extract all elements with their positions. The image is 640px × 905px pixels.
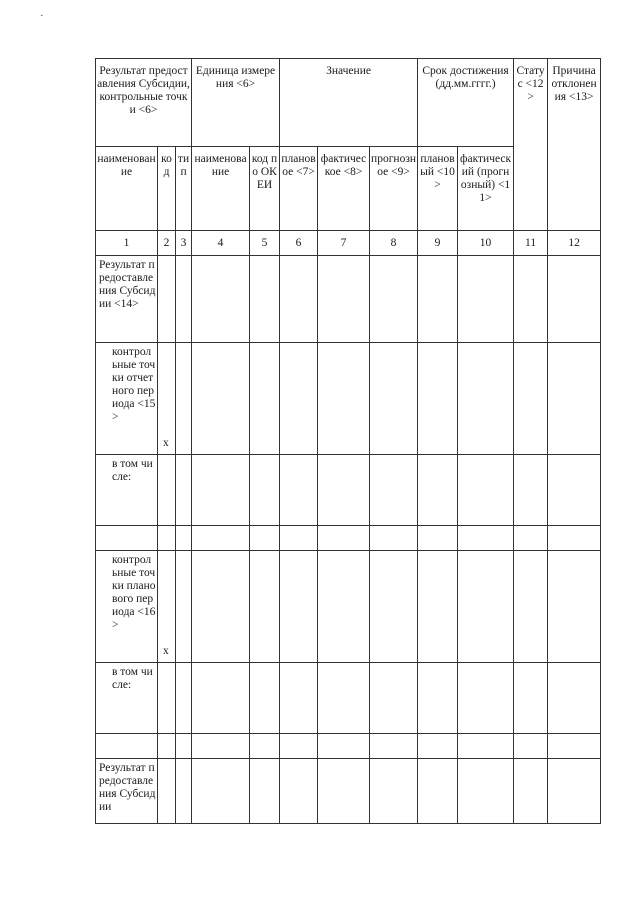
header-okei-code: код по ОКЕИ bbox=[250, 147, 280, 231]
header-row-groups bbox=[96, 59, 601, 147]
column-number: 10 bbox=[458, 231, 514, 256]
including-1-label: в том числе: bbox=[96, 455, 158, 526]
header-deadline-group: Срок достижения (дд.мм.гггг.) bbox=[418, 59, 514, 147]
header-actual-date: фактический (прогнозный) <11> bbox=[458, 147, 514, 231]
header-reasons: Причина отклонения <13> bbox=[548, 59, 601, 231]
table-row-result-2 bbox=[96, 759, 601, 824]
table-row-result-1 bbox=[96, 256, 601, 343]
column-number: 2 bbox=[158, 231, 176, 256]
header-unit-group: Единица измерения <6> bbox=[192, 59, 280, 147]
including-2-label: в том числе: bbox=[96, 663, 158, 734]
header-unit-name: наименование bbox=[192, 147, 250, 231]
checkpoints-planned-label: контрольные точки планового периода <16> bbox=[96, 551, 158, 663]
code-x-mark: x bbox=[158, 343, 176, 455]
column-number: 9 bbox=[418, 231, 458, 256]
result-2-label: Результат предоставления Субсидии bbox=[96, 759, 158, 824]
column-number: 8 bbox=[370, 231, 418, 256]
header-type: тип bbox=[176, 147, 192, 231]
header-status: Статус <12> bbox=[514, 59, 548, 231]
column-number: 11 bbox=[514, 231, 548, 256]
header-planned-value: плановое <7> bbox=[280, 147, 318, 231]
header-code: код bbox=[158, 147, 176, 231]
header-result-group: Результат предоставления Субсидии, контрольные точки <6> bbox=[96, 59, 192, 147]
column-number: 6 bbox=[280, 231, 318, 256]
table-row-blank-2 bbox=[96, 734, 601, 759]
header-value-group: Значение bbox=[280, 59, 418, 147]
column-number: 12 bbox=[548, 231, 601, 256]
column-number: 5 bbox=[250, 231, 280, 256]
column-number: 4 bbox=[192, 231, 250, 256]
checkpoints-reporting-label: контрольные точки отчетного периода <15> bbox=[96, 343, 158, 455]
result-1-label: Результат предоставления Субсидии <14> bbox=[96, 256, 158, 343]
table-row-checkpoints-reporting bbox=[96, 343, 601, 455]
page-corner-mark: · bbox=[40, 10, 44, 22]
column-number: 1 bbox=[96, 231, 158, 256]
column-number: 7 bbox=[318, 231, 370, 256]
column-number: 3 bbox=[176, 231, 192, 256]
table-row-blank-1 bbox=[96, 526, 601, 551]
table-row-checkpoints-planned bbox=[96, 551, 601, 663]
header-planned-date: плановый <10> bbox=[418, 147, 458, 231]
subsidy-results-table bbox=[95, 58, 601, 824]
table-row-including-1 bbox=[96, 455, 601, 526]
header-forecast-value: прогнозное <9> bbox=[370, 147, 418, 231]
header-name: наименование bbox=[96, 147, 158, 231]
code-x-mark: x bbox=[158, 551, 176, 663]
header-actual-value: фактическое <8> bbox=[318, 147, 370, 231]
column-numbers-row bbox=[96, 231, 601, 256]
table-row-including-2 bbox=[96, 663, 601, 734]
